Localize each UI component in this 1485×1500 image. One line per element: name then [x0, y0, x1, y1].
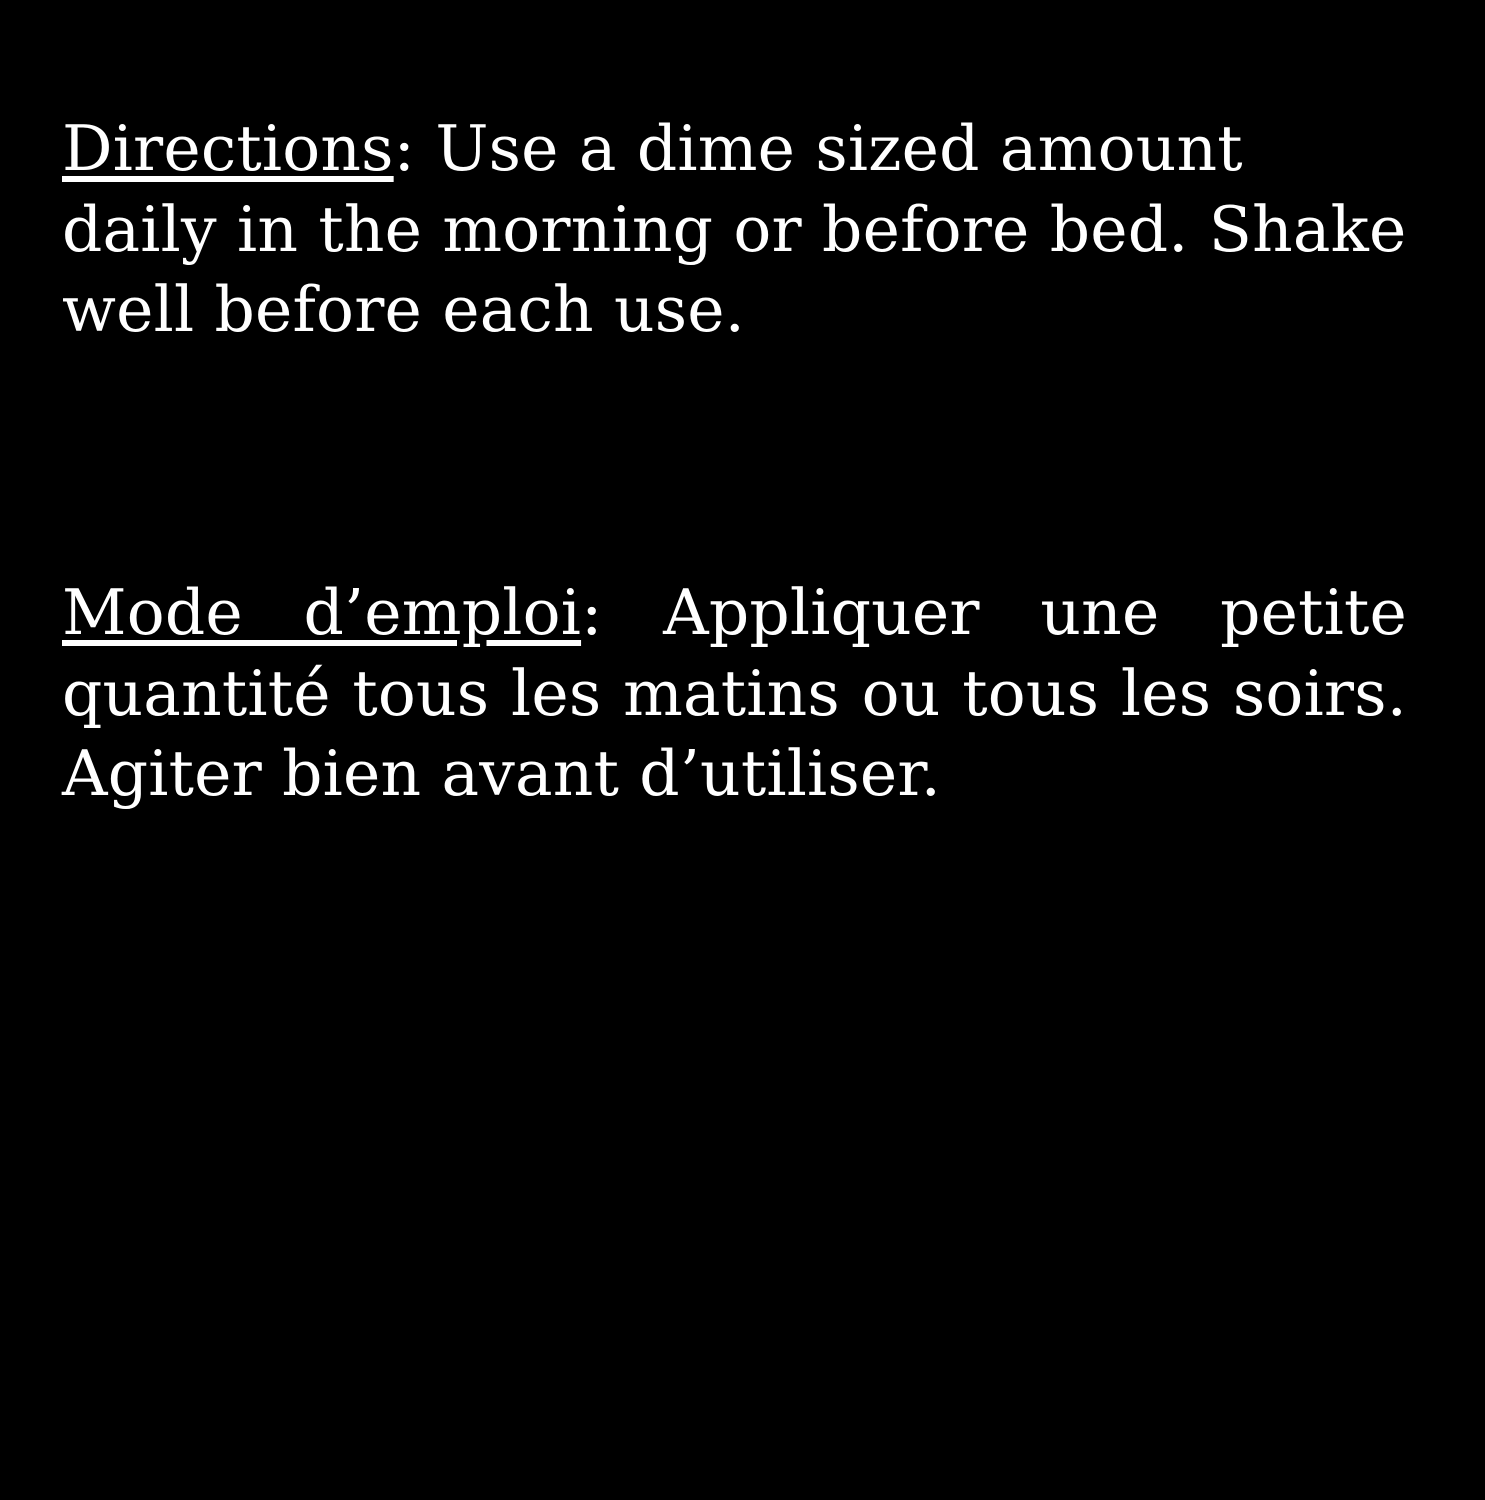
- mode-emploi-separator: :: [581, 575, 603, 649]
- mode-emploi-paragraph-fr: [62, 573, 1407, 815]
- directions-paragraph-en: [62, 109, 1407, 351]
- directions-body-text: Use a dime sized amount daily in the morning or before bed. Shake well before each use.: [62, 112, 1407, 347]
- directions-separator: :: [393, 112, 416, 185]
- mode-emploi-heading-label: Mode d’emploi: [62, 575, 582, 649]
- directions-heading-label: Directions: [62, 112, 394, 185]
- section-spacer: [62, 414, 1407, 510]
- mode-emploi-body-text: Appliquer une petite quantité tous les matins ou tous les soirs. Agiter bien avant d’utiliser.: [62, 575, 1407, 811]
- label-content: [62, 46, 1407, 878]
